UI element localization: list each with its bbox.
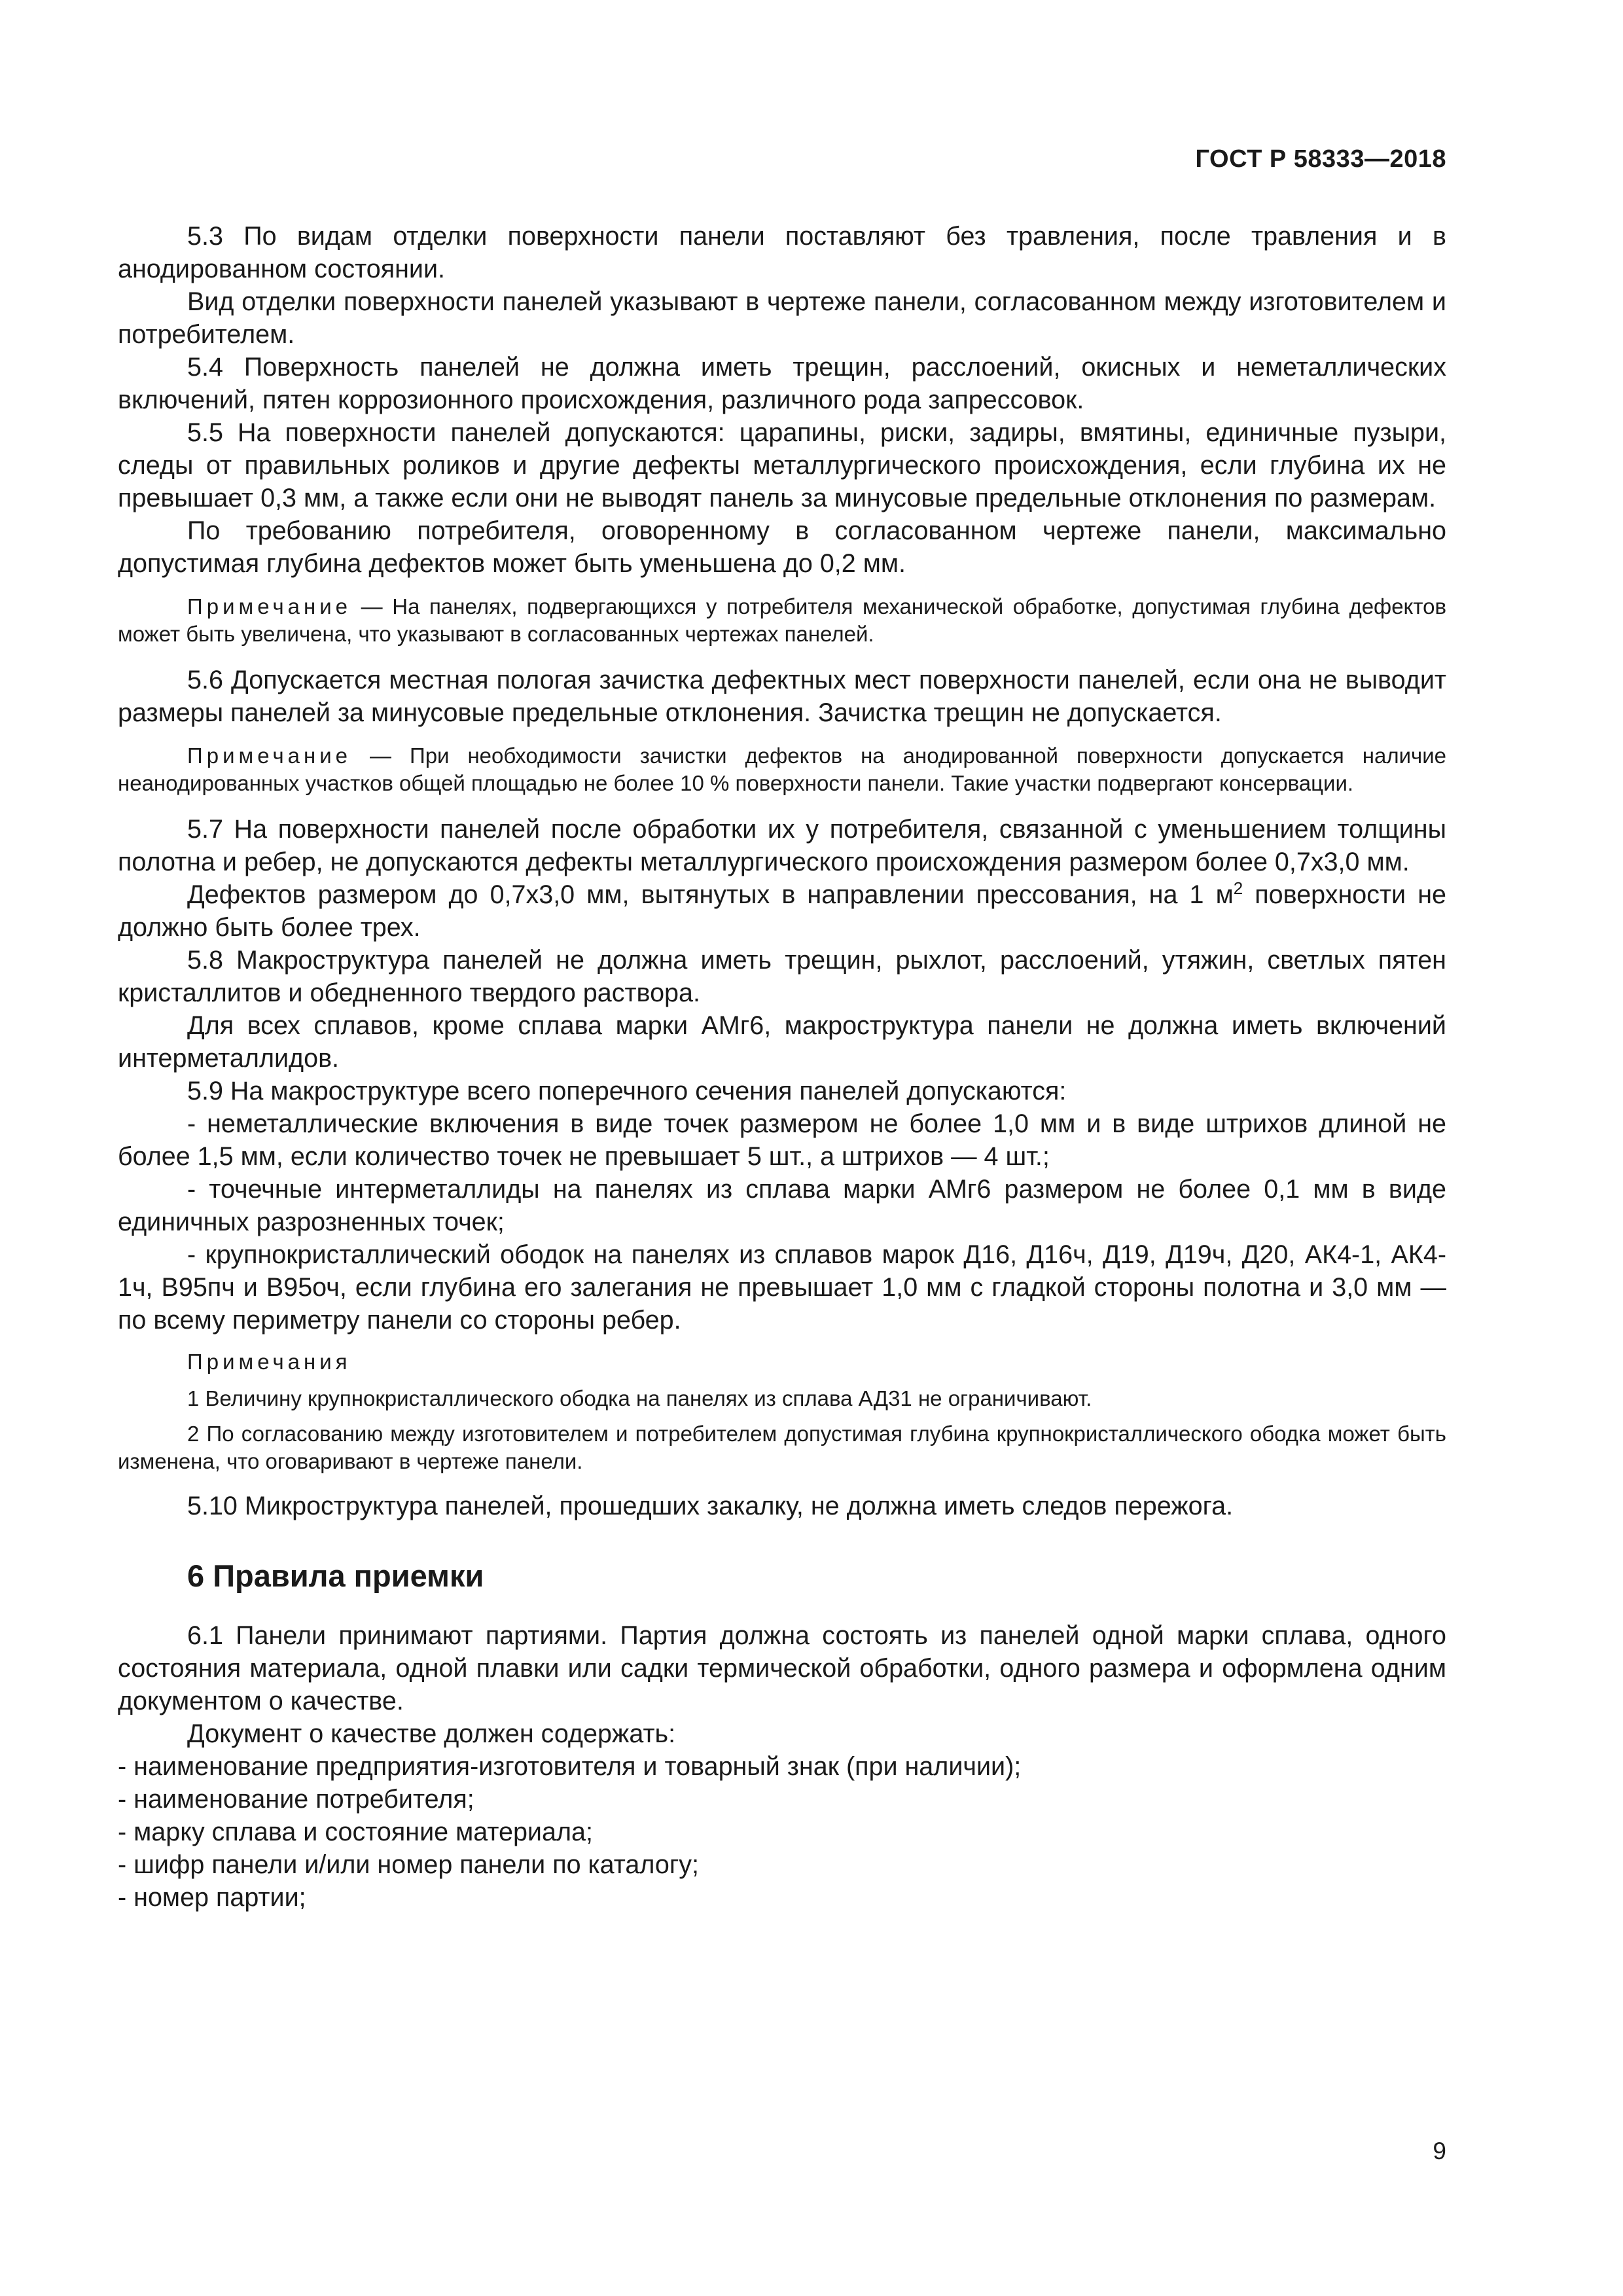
note-2 (118, 742, 1446, 797)
paragraph-5-3-finish: Вид отделки поверхности панелей указывают в чертеже панели, согласованном между изготовителем и потребителем. (118, 287, 1446, 349)
list-item: - марку сплава и состояние материала; (118, 1818, 593, 1846)
text-part: поверхности не должно быть более трех. (118, 880, 1446, 942)
paragraph-5-9: 5.9 На макроструктуре всего поперечного сечения панелей допускаются: (187, 1077, 1067, 1105)
paragraph-5-7: 5.7 На поверхности панелей после обработки их у потребителя, связанной с уменьшением толщины полотна и ребер, не допускаются дефекты металлургического происхождения размером более 0,7х3,0 мм. (118, 815, 1446, 876)
note-item: 1 Величину крупнокристаллического ободка на панелях из сплава АД31 не ограничивают. (187, 1386, 1092, 1410)
note-text: — При необходимости зачистки дефектов на анодированной поверхности допускается наличие неанодированных участков общей площадью не более 10 % поверхности панели. Такие участки подвергают консервации. (118, 744, 1446, 795)
list-item: - наименование предприятия-изготовителя и товарный знак (при наличии); (118, 1752, 1022, 1781)
list-item: - номер партии; (118, 1883, 306, 1912)
list-item: - точечные интерметаллиды на панелях из сплава марки АМг6 размером не более 0,1 мм в виде единичных разрозненных точек; (118, 1175, 1446, 1236)
note-label: Примечание (187, 594, 352, 619)
document-body (118, 220, 1446, 1914)
paragraph-5-3: 5.3 По видам отделки поверхности панели поставляют без травления, после травления и в анодированном состоянии. (118, 222, 1446, 283)
superscript: 2 (1233, 878, 1243, 898)
page-number: 9 (1433, 2138, 1446, 2164)
paragraph-5-5-depth: По требованию потребителя, оговоренному в согласованном чертеже панели, максимально допустимая глубина дефектов может быть уменьшена до 0,2 мм. (118, 516, 1446, 578)
paragraph-5-7-defects (118, 878, 1446, 944)
note-1 (118, 593, 1446, 648)
paragraph-5-4: 5.4 Поверхность панелей не должна иметь трещин, расслоений, окисных и неметаллических включений, пятен коррозионного происхождения, различного рода запрессовок. (118, 353, 1446, 414)
note-item: 2 По согласованию между изготовителем и потребителем допустимая глубина крупнокристаллического ободка может быть изменена, что оговаривают в чертеже панели. (118, 1422, 1446, 1473)
paragraph-5-5: 5.5 На поверхности панелей допускаются: царапины, риски, задиры, вмятины, единичные пузыри, следы от правильных роликов и другие дефекты металлургического происхождения, если глубина их не превышает 0,3 мм, а также если они не выводят панель за минусовые предельные отклонения по размерам. (118, 418, 1446, 512)
section-heading: 6 Правила приемки (187, 1558, 484, 1593)
list-item: - крупнокристаллический ободок на панелях из сплавов марок Д16, Д16ч, Д19, Д19ч, Д20, АК4-1, АК4-1ч, В95пч и В95оч, если глубина его залегания не превышает 1,0 мм с гладкой стороны полотна и 3,0 мм — по всему периметру панели со стороны ребер. (118, 1240, 1446, 1335)
paragraph-5-8: 5.8 Макроструктура панелей не должна иметь трещин, рыхлот, расслоений, утяжин, светлых пятен кристаллитов и обедненного твердого раствора. (118, 946, 1446, 1007)
paragraph-5-6: 5.6 Допускается местная пологая зачистка дефектных мест поверхности панелей, если она не выводит размеры панелей за минусовые предельные отклонения. Зачистка трещин не допускается. (118, 666, 1446, 727)
document-code: ГОСТ Р 58333—2018 (1195, 145, 1446, 173)
notes-title: Примечания (187, 1350, 351, 1374)
text-part: Дефектов размером до 0,7х3,0 мм, вытянутых в направлении прессования, на 1 м (187, 880, 1234, 909)
paragraph-6-1: 6.1 Панели принимают партиями. Партия должна состоять из панелей одной марки сплава, одного состояния материала, одной плавки или садки термической обработки, одного размера и оформлена одним документом о качестве. (118, 1621, 1446, 1715)
list-item: - шифр панели и/или номер панели по каталогу; (118, 1850, 699, 1879)
note-label: Примечание (187, 744, 352, 768)
paragraph-5-10: 5.10 Микроструктура панелей, прошедших закалку, не должна иметь следов пережога. (187, 1492, 1234, 1520)
note-text: — На панелях, подвергающихся у потребителя механической обработке, допустимая глубина дефектов может быть увеличена, что указывают в согласованных чертежах панелей. (118, 594, 1446, 646)
list-item: - наименование потребителя; (118, 1785, 474, 1814)
list-item: - неметаллические включения в виде точек размером не более 1,0 мм и в виде штрихов длиной не более 1,5 мм, если количество точек не превышает 5 шт., а штрихов — 4 шт.; (118, 1109, 1446, 1171)
paragraph-6-1-document: Документ о качестве должен содержать: (187, 1719, 676, 1748)
paragraph-5-8-alloys: Для всех сплавов, кроме сплава марки АМг6, макроструктура панели не должна иметь включений интерметаллидов. (118, 1011, 1446, 1073)
